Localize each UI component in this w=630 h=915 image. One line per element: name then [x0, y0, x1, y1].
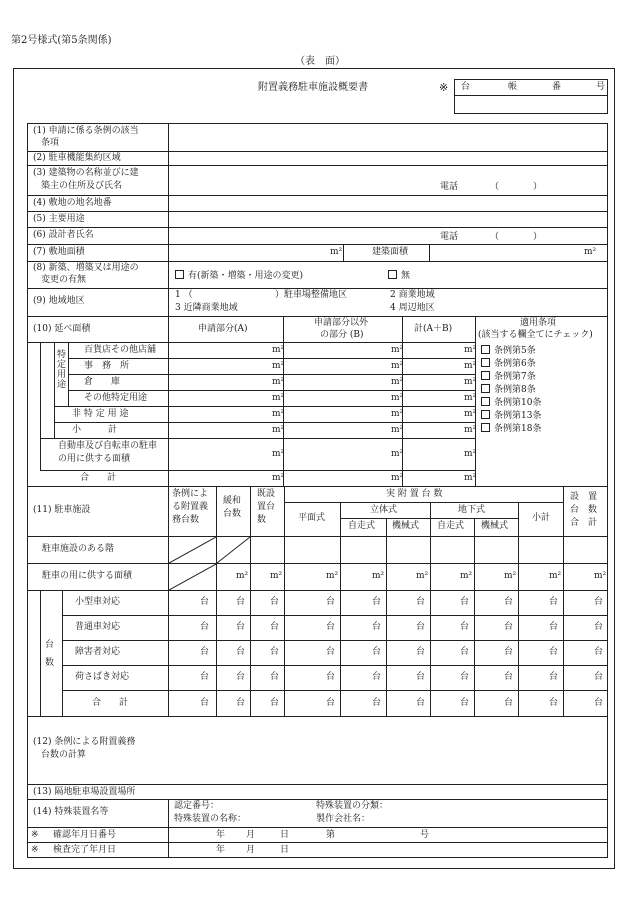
row6-tel-close: ） — [533, 232, 543, 242]
confirm-label: 確認年月日番号 — [53, 830, 117, 840]
specific-label-2: 定 — [57, 360, 67, 370]
col-multi-mech: 機械式 — [392, 521, 420, 531]
floor-unit-r1-c1: m² — [391, 361, 404, 371]
floor-unit-r7-c0: m² — [272, 473, 285, 483]
row3-tel-close: ） — [533, 182, 543, 192]
count-unit-r1-c4: 台 — [372, 622, 382, 632]
col-required-3: 務台数 — [172, 515, 200, 525]
count-unit-r3-c6: 台 — [460, 672, 470, 682]
rule-option-2[interactable]: 条例第7条 — [481, 371, 536, 382]
specific-label-3: 用 — [57, 370, 67, 380]
calc-label-2: 台数の計算 — [41, 750, 87, 760]
count-unit-r1-c8: 台 — [549, 622, 559, 632]
floor-col-b-2: の部分 (B) — [320, 330, 364, 340]
floor-unit-r2-c2: m² — [464, 377, 477, 387]
floor-unit-r4-c0: m² — [272, 409, 285, 419]
row6-tel-label: 電話 — [440, 232, 459, 242]
count-unit-r1-c2: 台 — [270, 622, 280, 632]
confirm-year: 年 — [216, 830, 226, 840]
specific-label-4: 途 — [57, 380, 67, 390]
use-non-specific: 非 特 定 用 途 — [72, 409, 129, 419]
row3-label-a: (3) 建築物の名称並びに建 — [33, 168, 139, 178]
use-dept-store: 百貨店その他店舗 — [84, 345, 157, 355]
count-unit-r1-c9: 台 — [594, 622, 604, 632]
count-unit-r4-c4: 台 — [372, 698, 382, 708]
count-unit-r0-c0: 台 — [200, 597, 210, 607]
row8-yes-option[interactable]: 有(新築・増築・用途の変更) — [175, 270, 303, 281]
floor-unit-r2-c0: m² — [272, 377, 285, 387]
inspect-mark: ※ — [31, 845, 39, 855]
count-unit-r3-c9: 台 — [594, 672, 604, 682]
parking-label: (11) 駐車施設 — [33, 505, 91, 515]
form-number: 第2号様式(第5条関係) — [11, 35, 112, 46]
floor-col-rules-1: 適用条項 — [520, 318, 557, 328]
floor-col-rules-2: (該当する欄全てにチェック) — [478, 330, 593, 340]
device-label: (14) 特殊装置名等 — [33, 807, 109, 817]
count-unit-r4-c0: 台 — [200, 698, 210, 708]
floor-col-a: 申請部分(A) — [198, 324, 248, 334]
col-under: 地下式 — [458, 505, 486, 515]
rule-option-3[interactable]: 条例第8条 — [481, 384, 536, 395]
floor-unit-r6-c0: m² — [272, 449, 285, 459]
col-existing-3: 数 — [257, 515, 267, 525]
col-required-2: る附置義 — [172, 502, 209, 512]
area-unit-c1: m² — [270, 571, 283, 581]
row9-opt4: 4 周辺地区 — [390, 303, 435, 313]
use-warehouse: 倉 庫 — [84, 377, 121, 387]
ledger-label-2: 帳 — [508, 82, 518, 92]
count-unit-r0-c1: 台 — [236, 597, 246, 607]
count-row-disabled: 障害者対応 — [75, 647, 121, 657]
floor-unit-r3-c1: m² — [391, 393, 404, 403]
rule-option-6[interactable]: 条例第18条 — [481, 423, 541, 434]
remote-label: (13) 隔地駐車場設置場所 — [33, 787, 136, 797]
floor-unit-r7-c2: m² — [464, 473, 477, 483]
ledger-label-1: 台 — [461, 82, 471, 92]
count-row-total: 合 計 — [92, 698, 129, 708]
floor-unit-r0-c2: m² — [464, 345, 477, 355]
count-unit-r0-c3: 台 — [326, 597, 336, 607]
floor-unit-r4-c2: m² — [464, 409, 477, 419]
row7-label: (7) 敷地面積 — [33, 247, 85, 257]
col-subtotal: 小計 — [532, 513, 551, 523]
count-unit-r0-c5: 台 — [416, 597, 426, 607]
col-existing-1: 既設 — [257, 489, 276, 499]
rule-option-1[interactable]: 条例第6条 — [481, 358, 536, 369]
count-unit-r4-c9: 台 — [594, 698, 604, 708]
count-unit-r2-c7: 台 — [504, 647, 514, 657]
row3-tel-open: （ — [490, 182, 500, 192]
confirm-mark: ※ — [31, 830, 39, 840]
floor-unit-r3-c2: m² — [464, 393, 477, 403]
row3-tel-label: 電話 — [440, 182, 459, 192]
col-planned-1: 設 置 — [570, 492, 598, 502]
ledger-label-4: 号 — [596, 82, 606, 92]
use-other-specific: その他特定用途 — [84, 393, 148, 403]
row3-label-b: 築主の住所及び氏名 — [41, 181, 123, 191]
count-unit-r4-c3: 台 — [326, 698, 336, 708]
col-easing-2: 台数 — [223, 509, 242, 519]
floor-col-total: 計(A＋B) — [414, 324, 453, 334]
count-unit-r0-c9: 台 — [594, 597, 604, 607]
row4-label: (4) 敷地の地名地番 — [33, 198, 112, 208]
count-row-small: 小型車対応 — [75, 597, 121, 607]
count-unit-r1-c3: 台 — [326, 622, 336, 632]
col-multi-self: 自走式 — [348, 521, 376, 531]
count-unit-r3-c8: 台 — [549, 672, 559, 682]
form-title: 附置義務駐車施設概要書 — [258, 82, 368, 93]
row9-opt2: 2 商業地域 — [390, 290, 435, 300]
row2-label: (2) 駐車機能集約区域 — [33, 153, 121, 163]
count-unit-r4-c1: 台 — [236, 698, 246, 708]
row8-no-option[interactable]: 無 — [388, 270, 410, 281]
floor-unit-r5-c2: m² — [464, 425, 477, 435]
rule-option-0[interactable]: 条例第5条 — [481, 345, 536, 356]
count-unit-r1-c1: 台 — [236, 622, 246, 632]
count-unit-r2-c0: 台 — [200, 647, 210, 657]
area-unit-c5: m² — [460, 571, 473, 581]
ledger-label-3: 番 — [552, 82, 562, 92]
floor-unit-r0-c0: m² — [272, 345, 285, 355]
floor-unit-r4-c1: m² — [391, 409, 404, 419]
confirm-month: 月 — [246, 830, 256, 840]
count-unit-r2-c9: 台 — [594, 647, 604, 657]
row6-label: (6) 設計者氏名 — [33, 230, 94, 240]
count-unit-r0-c4: 台 — [372, 597, 382, 607]
count-row-loading: 荷さばき対応 — [75, 672, 130, 682]
count-unit-r3-c3: 台 — [326, 672, 336, 682]
count-label-2: 数 — [45, 658, 55, 668]
count-unit-r2-c6: 台 — [460, 647, 470, 657]
col-required-1: 条例によ — [172, 489, 209, 499]
count-unit-r3-c7: 台 — [504, 672, 514, 682]
col-under-mech: 機械式 — [481, 521, 509, 531]
count-unit-r0-c2: 台 — [270, 597, 280, 607]
floor-unit-r1-c0: m² — [272, 361, 285, 371]
row8-label-a: (8) 新築、増築又は用途の — [33, 263, 139, 273]
ledger-mark: ※ — [439, 81, 449, 94]
col-actual: 実 附 置 台 数 — [386, 489, 443, 499]
floor-unit-r1-c2: m² — [464, 361, 477, 371]
count-label-1: 台 — [45, 640, 55, 650]
count-unit-r1-c6: 台 — [460, 622, 470, 632]
count-unit-r0-c7: 台 — [504, 597, 514, 607]
count-unit-r1-c5: 台 — [416, 622, 426, 632]
count-unit-r2-c4: 台 — [372, 647, 382, 657]
col-planned-2: 台 数 — [570, 505, 598, 515]
count-unit-r2-c1: 台 — [236, 647, 246, 657]
col-planned-3: 合 計 — [570, 518, 598, 528]
row8-label-b: 変更の有無 — [41, 275, 87, 285]
row9-opt1-close: ）駐車場整備地区 — [275, 290, 348, 300]
area-unit-c3: m² — [372, 571, 385, 581]
row1-label-b: 条項 — [41, 138, 60, 148]
count-unit-r3-c5: 台 — [416, 672, 426, 682]
floor-total: 合 計 — [80, 473, 117, 483]
row7-building-label: 建築面積 — [372, 247, 409, 257]
floor-unit-r7-c1: m² — [391, 473, 404, 483]
col-under-self: 自走式 — [437, 521, 465, 531]
area-unit-c4: m² — [416, 571, 429, 581]
area-unit-c8: m² — [594, 571, 607, 581]
inspect-day: 日 — [280, 845, 290, 855]
count-unit-r4-c6: 台 — [460, 698, 470, 708]
count-unit-r3-c2: 台 — [270, 672, 280, 682]
count-unit-r4-c2: 台 — [270, 698, 280, 708]
row9-opt3: 3 近隣商業地域 — [175, 303, 238, 313]
col-easing-1: 緩和 — [223, 496, 242, 506]
col-flat: 平面式 — [298, 513, 326, 523]
device-name: 特殊装置の名称： — [174, 814, 247, 824]
inspect-year: 年 — [216, 845, 226, 855]
col-multi: 立体式 — [370, 505, 398, 515]
row7-site-unit: m² — [330, 247, 343, 257]
inspect-label: 検査完了年月日 — [53, 845, 117, 855]
device-maker: 製作会社名： — [316, 814, 371, 824]
row9-opt1-open: 1 （ — [175, 290, 193, 300]
area-row-label: 駐車の用に供する面積 — [42, 571, 133, 581]
calc-label-1: (12) 条例による附置義務 — [33, 737, 136, 747]
parking-area-1: 自動車及び自転車の駐車 — [58, 441, 158, 451]
count-unit-r2-c3: 台 — [326, 647, 336, 657]
row5-label: (5) 主要用途 — [33, 214, 85, 224]
device-kind: 特殊装置の分類： — [316, 801, 389, 811]
count-unit-r4-c5: 台 — [416, 698, 426, 708]
specific-label-1: 特 — [57, 350, 67, 360]
floor-unit-r6-c2: m² — [464, 449, 477, 459]
count-unit-r3-c4: 台 — [372, 672, 382, 682]
device-cert: 認定番号： — [174, 801, 220, 811]
count-unit-r2-c5: 台 — [416, 647, 426, 657]
count-unit-r1-c0: 台 — [200, 622, 210, 632]
confirm-day: 日 — [280, 830, 290, 840]
floor-unit-r6-c1: m² — [391, 449, 404, 459]
floor-unit-r0-c1: m² — [391, 345, 404, 355]
row9-label: (9) 地域地区 — [33, 296, 85, 306]
parking-area-2: の用に供する面積 — [58, 454, 131, 464]
floor-row-label: 駐車施設のある階 — [42, 544, 115, 554]
count-unit-r1-c7: 台 — [504, 622, 514, 632]
col-existing-2: 置台 — [257, 502, 276, 512]
confirm-dai: 第 — [326, 830, 336, 840]
count-unit-r0-c8: 台 — [549, 597, 559, 607]
count-row-regular: 普通車対応 — [75, 622, 121, 632]
floor-label: (10) 延べ面積 — [33, 324, 91, 334]
count-unit-r2-c2: 台 — [270, 647, 280, 657]
use-office: 事 務 所 — [84, 361, 130, 371]
floor-unit-r5-c0: m² — [272, 425, 285, 435]
area-unit-c6: m² — [504, 571, 517, 581]
area-unit-c0: m² — [236, 571, 249, 581]
count-unit-r4-c7: 台 — [504, 698, 514, 708]
area-unit-c7: m² — [549, 571, 562, 581]
count-unit-r3-c1: 台 — [236, 672, 246, 682]
count-unit-r4-c8: 台 — [549, 698, 559, 708]
floor-unit-r3-c0: m² — [272, 393, 285, 403]
inspect-month: 月 — [246, 845, 256, 855]
row6-tel-open: （ — [490, 232, 500, 242]
area-unit-c2: m² — [326, 571, 339, 581]
row7-building-unit: m² — [584, 247, 597, 257]
rule-option-5[interactable]: 条例第13条 — [481, 410, 541, 421]
side-label: （表 面） — [295, 56, 345, 67]
confirm-go: 号 — [420, 830, 430, 840]
count-unit-r0-c6: 台 — [460, 597, 470, 607]
count-unit-r2-c8: 台 — [549, 647, 559, 657]
floor-col-b-1: 申請部分以外 — [314, 318, 369, 328]
floor-subtotal: 小 計 — [72, 425, 118, 435]
floor-unit-r2-c1: m² — [391, 377, 404, 387]
rule-option-4[interactable]: 条例第10条 — [481, 397, 541, 408]
count-unit-r3-c0: 台 — [200, 672, 210, 682]
row1-label-a: (1) 申請に係る条例の該当 — [33, 126, 139, 136]
floor-unit-r5-c1: m² — [391, 425, 404, 435]
